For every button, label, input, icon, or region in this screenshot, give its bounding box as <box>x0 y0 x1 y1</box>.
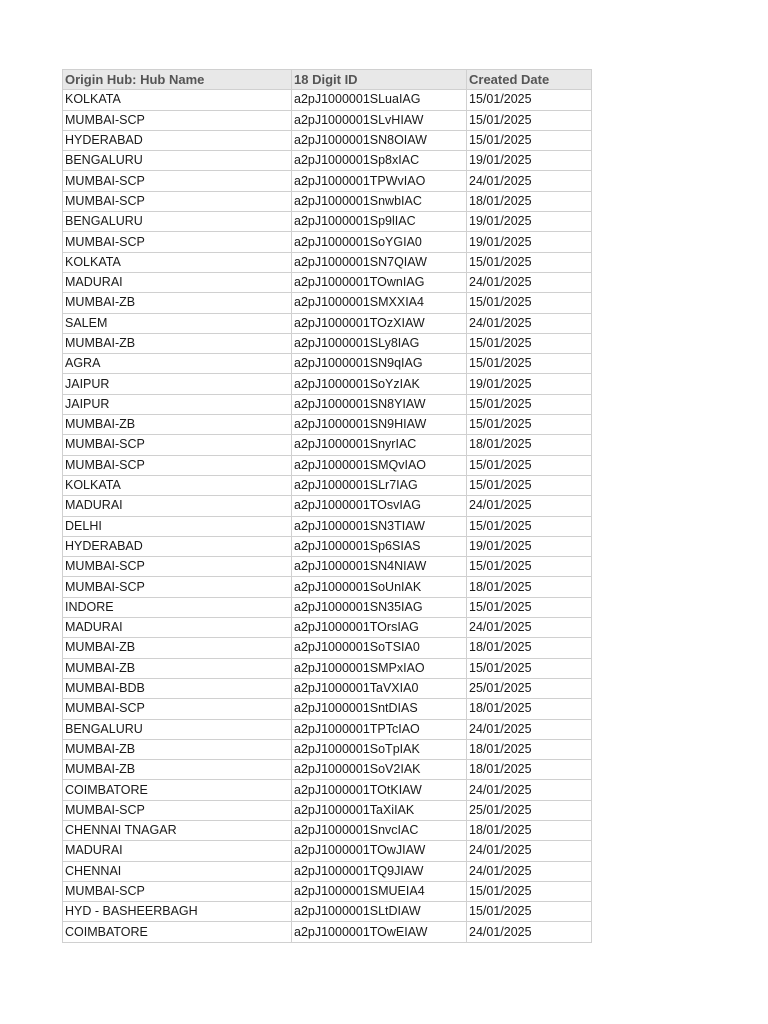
cell-hub-name[interactable]: MUMBAI-ZB <box>63 739 292 759</box>
cell-hub-name[interactable]: HYDERABAD <box>63 536 292 556</box>
cell-hub-name[interactable]: JAIPUR <box>63 374 292 394</box>
table-row <box>63 516 592 536</box>
table-row <box>63 272 592 292</box>
cell-created-date[interactable]: 19/01/2025 <box>467 536 592 556</box>
cell-hub-name[interactable]: MUMBAI-SCP <box>63 191 292 211</box>
cell-hub-name[interactable]: MUMBAI-ZB <box>63 293 292 313</box>
cell-hub-name[interactable]: HYD - BASHEERBAGH <box>63 902 292 922</box>
cell-hub-name[interactable]: BENGALURU <box>63 719 292 739</box>
column-header-hub-name[interactable]: Origin Hub: Hub Name <box>63 70 292 90</box>
table-row <box>63 902 592 922</box>
cell-18-digit-id[interactable]: a2pJ1000001SN3TIAW <box>292 516 467 536</box>
cell-created-date[interactable]: 15/01/2025 <box>467 415 592 435</box>
table-row <box>63 313 592 333</box>
table-row <box>63 212 592 232</box>
table-row <box>63 171 592 191</box>
cell-hub-name[interactable]: HYDERABAD <box>63 130 292 150</box>
cell-hub-name[interactable]: MUMBAI-ZB <box>63 415 292 435</box>
cell-created-date[interactable]: 24/01/2025 <box>467 272 592 292</box>
cell-created-date[interactable]: 15/01/2025 <box>467 252 592 272</box>
cell-created-date[interactable]: 24/01/2025 <box>467 719 592 739</box>
cell-hub-name[interactable]: MUMBAI-ZB <box>63 333 292 353</box>
cell-18-digit-id[interactable]: a2pJ1000001TOrsIAG <box>292 618 467 638</box>
table-row <box>63 232 592 252</box>
cell-hub-name[interactable]: CHENNAI TNAGAR <box>63 820 292 840</box>
cell-created-date[interactable]: 15/01/2025 <box>467 597 592 617</box>
cell-18-digit-id[interactable]: a2pJ1000001SntDIAS <box>292 699 467 719</box>
cell-created-date[interactable]: 15/01/2025 <box>467 110 592 130</box>
cell-18-digit-id[interactable]: a2pJ1000001SoTSIA0 <box>292 638 467 658</box>
cell-created-date[interactable]: 15/01/2025 <box>467 881 592 901</box>
cell-hub-name[interactable]: MUMBAI-ZB <box>63 658 292 678</box>
table-row <box>63 820 592 840</box>
cell-18-digit-id[interactable]: a2pJ1000001SLvHIAW <box>292 110 467 130</box>
table-row <box>63 110 592 130</box>
table-row <box>63 374 592 394</box>
cell-18-digit-id[interactable]: a2pJ1000001TPWvIAO <box>292 171 467 191</box>
cell-created-date[interactable]: 18/01/2025 <box>467 577 592 597</box>
cell-18-digit-id[interactable]: a2pJ1000001TOwEIAW <box>292 922 467 942</box>
cell-18-digit-id[interactable]: a2pJ1000001SN8YIAW <box>292 394 467 414</box>
table-row <box>63 496 592 516</box>
cell-hub-name[interactable]: JAIPUR <box>63 394 292 414</box>
cell-created-date[interactable]: 24/01/2025 <box>467 496 592 516</box>
cell-18-digit-id[interactable]: a2pJ1000001SoUnIAK <box>292 577 467 597</box>
cell-18-digit-id[interactable]: a2pJ1000001TOtKIAW <box>292 780 467 800</box>
cell-18-digit-id[interactable]: a2pJ1000001TOsvIAG <box>292 496 467 516</box>
cell-created-date[interactable]: 24/01/2025 <box>467 841 592 861</box>
cell-hub-name[interactable]: BENGALURU <box>63 212 292 232</box>
cell-hub-name[interactable]: MUMBAI-ZB <box>63 760 292 780</box>
table-row <box>63 638 592 658</box>
table-row <box>63 293 592 313</box>
cell-18-digit-id[interactable]: a2pJ1000001Sp6SIAS <box>292 536 467 556</box>
cell-created-date[interactable]: 15/01/2025 <box>467 557 592 577</box>
cell-18-digit-id[interactable]: a2pJ1000001SMPxIAO <box>292 658 467 678</box>
cell-created-date[interactable]: 18/01/2025 <box>467 739 592 759</box>
cell-18-digit-id[interactable]: a2pJ1000001SoYGIA0 <box>292 232 467 252</box>
table-row <box>63 719 592 739</box>
cell-created-date[interactable]: 24/01/2025 <box>467 922 592 942</box>
cell-hub-name[interactable]: MUMBAI-SCP <box>63 577 292 597</box>
cell-created-date[interactable]: 25/01/2025 <box>467 678 592 698</box>
cell-18-digit-id[interactable]: a2pJ1000001SoV2IAK <box>292 760 467 780</box>
table-row <box>63 435 592 455</box>
table-row <box>63 841 592 861</box>
cell-created-date[interactable]: 15/01/2025 <box>467 90 592 110</box>
cell-created-date[interactable]: 15/01/2025 <box>467 130 592 150</box>
cell-hub-name[interactable]: MADURAI <box>63 272 292 292</box>
cell-18-digit-id[interactable]: a2pJ1000001SLuaIAG <box>292 90 467 110</box>
table-row <box>63 699 592 719</box>
table-row <box>63 475 592 495</box>
cell-18-digit-id[interactable]: a2pJ1000001TQ9JIAW <box>292 861 467 881</box>
cell-hub-name[interactable]: BENGALURU <box>63 151 292 171</box>
cell-created-date[interactable]: 18/01/2025 <box>467 699 592 719</box>
table-row <box>63 557 592 577</box>
cell-hub-name[interactable]: MADURAI <box>63 618 292 638</box>
cell-created-date[interactable]: 24/01/2025 <box>467 618 592 638</box>
cell-18-digit-id[interactable]: a2pJ1000001SN7QIAW <box>292 252 467 272</box>
cell-created-date[interactable]: 18/01/2025 <box>467 435 592 455</box>
cell-hub-name[interactable]: MUMBAI-SCP <box>63 699 292 719</box>
cell-hub-name[interactable]: MUMBAI-SCP <box>63 232 292 252</box>
cell-created-date[interactable]: 15/01/2025 <box>467 475 592 495</box>
cell-hub-name[interactable]: SALEM <box>63 313 292 333</box>
cell-created-date[interactable]: 15/01/2025 <box>467 293 592 313</box>
cell-created-date[interactable]: 19/01/2025 <box>467 374 592 394</box>
cell-18-digit-id[interactable]: a2pJ1000001TaXiIAK <box>292 800 467 820</box>
cell-hub-name[interactable]: MUMBAI-ZB <box>63 638 292 658</box>
table-row <box>63 881 592 901</box>
cell-18-digit-id[interactable]: a2pJ1000001SN9HIAW <box>292 415 467 435</box>
cell-created-date[interactable]: 18/01/2025 <box>467 760 592 780</box>
cell-created-date[interactable]: 18/01/2025 <box>467 638 592 658</box>
cell-18-digit-id[interactable]: a2pJ1000001SMUEIA4 <box>292 881 467 901</box>
cell-created-date[interactable]: 19/01/2025 <box>467 151 592 171</box>
cell-18-digit-id[interactable]: a2pJ1000001SnyrIAC <box>292 435 467 455</box>
cell-hub-name[interactable]: MUMBAI-SCP <box>63 110 292 130</box>
cell-18-digit-id[interactable]: a2pJ1000001Sp9lIAC <box>292 212 467 232</box>
table-row <box>63 536 592 556</box>
cell-created-date[interactable]: 24/01/2025 <box>467 780 592 800</box>
cell-18-digit-id[interactable]: a2pJ1000001Sp8xIAC <box>292 151 467 171</box>
table-row <box>63 455 592 475</box>
cell-created-date[interactable]: 24/01/2025 <box>467 171 592 191</box>
cell-hub-name[interactable]: COIMBATORE <box>63 922 292 942</box>
cell-hub-name[interactable]: MUMBAI-SCP <box>63 881 292 901</box>
cell-18-digit-id[interactable]: a2pJ1000001SMQvIAO <box>292 455 467 475</box>
table-row <box>63 354 592 374</box>
table-row <box>63 394 592 414</box>
cell-hub-name[interactable]: CHENNAI <box>63 861 292 881</box>
cell-18-digit-id[interactable]: a2pJ1000001SMXXIA4 <box>292 293 467 313</box>
cell-18-digit-id[interactable]: a2pJ1000001SN4NIAW <box>292 557 467 577</box>
cell-hub-name[interactable]: AGRA <box>63 354 292 374</box>
cell-created-date[interactable]: 18/01/2025 <box>467 820 592 840</box>
cell-hub-name[interactable]: DELHI <box>63 516 292 536</box>
cell-created-date[interactable]: 15/01/2025 <box>467 354 592 374</box>
cell-hub-name[interactable]: MUMBAI-SCP <box>63 435 292 455</box>
table-row <box>63 130 592 150</box>
cell-18-digit-id[interactable]: a2pJ1000001SnvcIAC <box>292 820 467 840</box>
cell-hub-name[interactable]: MUMBAI-SCP <box>63 800 292 820</box>
cell-18-digit-id[interactable]: a2pJ1000001SLr7IAG <box>292 475 467 495</box>
cell-hub-name[interactable]: MUMBAI-BDB <box>63 678 292 698</box>
table-row <box>63 760 592 780</box>
cell-18-digit-id[interactable]: a2pJ1000001SoTpIAK <box>292 739 467 759</box>
table-row <box>63 252 592 272</box>
table-row <box>63 739 592 759</box>
cell-hub-name[interactable]: MADURAI <box>63 496 292 516</box>
cell-hub-name[interactable]: MUMBAI-SCP <box>63 455 292 475</box>
cell-18-digit-id[interactable]: a2pJ1000001SnwbIAC <box>292 191 467 211</box>
cell-hub-name[interactable]: KOLKATA <box>63 252 292 272</box>
table-row <box>63 678 592 698</box>
cell-hub-name[interactable]: KOLKATA <box>63 475 292 495</box>
cell-18-digit-id[interactable]: a2pJ1000001SLtDIAW <box>292 902 467 922</box>
table-row <box>63 800 592 820</box>
column-header-created-date[interactable]: Created Date <box>467 70 592 90</box>
cell-created-date[interactable]: 15/01/2025 <box>467 516 592 536</box>
table-row <box>63 597 592 617</box>
cell-created-date[interactable]: 19/01/2025 <box>467 212 592 232</box>
cell-18-digit-id[interactable]: a2pJ1000001SoYzIAK <box>292 374 467 394</box>
cell-created-date[interactable]: 24/01/2025 <box>467 861 592 881</box>
header-row <box>63 70 592 90</box>
hub-records-table <box>62 69 592 943</box>
cell-hub-name[interactable]: INDORE <box>63 597 292 617</box>
table-row <box>63 618 592 638</box>
cell-created-date[interactable]: 15/01/2025 <box>467 333 592 353</box>
cell-18-digit-id[interactable]: a2pJ1000001SLy8IAG <box>292 333 467 353</box>
cell-created-date[interactable]: 15/01/2025 <box>467 658 592 678</box>
cell-18-digit-id[interactable]: a2pJ1000001TaVXIA0 <box>292 678 467 698</box>
cell-created-date[interactable]: 18/01/2025 <box>467 191 592 211</box>
cell-created-date[interactable]: 15/01/2025 <box>467 455 592 475</box>
cell-hub-name[interactable]: MADURAI <box>63 841 292 861</box>
table-row <box>63 151 592 171</box>
table-row <box>63 658 592 678</box>
table-row <box>63 780 592 800</box>
table-row <box>63 922 592 942</box>
table-row <box>63 861 592 881</box>
cell-created-date[interactable]: 24/01/2025 <box>467 313 592 333</box>
table-row <box>63 415 592 435</box>
table-row <box>63 90 592 110</box>
cell-18-digit-id[interactable]: a2pJ1000001SN8OIAW <box>292 130 467 150</box>
cell-created-date[interactable]: 25/01/2025 <box>467 800 592 820</box>
table-row <box>63 333 592 353</box>
cell-18-digit-id[interactable]: a2pJ1000001TOwnIAG <box>292 272 467 292</box>
cell-hub-name[interactable]: MUMBAI-SCP <box>63 557 292 577</box>
table-row <box>63 577 592 597</box>
cell-created-date[interactable]: 15/01/2025 <box>467 902 592 922</box>
cell-18-digit-id[interactable]: a2pJ1000001TOwJIAW <box>292 841 467 861</box>
table-row <box>63 191 592 211</box>
cell-created-date[interactable]: 19/01/2025 <box>467 232 592 252</box>
cell-created-date[interactable]: 15/01/2025 <box>467 394 592 414</box>
column-header-18-digit-id[interactable]: 18 Digit ID <box>292 70 467 90</box>
cell-18-digit-id[interactable]: a2pJ1000001TOzXIAW <box>292 313 467 333</box>
cell-hub-name[interactable]: MUMBAI-SCP <box>63 171 292 191</box>
cell-hub-name[interactable]: COIMBATORE <box>63 780 292 800</box>
cell-hub-name[interactable]: KOLKATA <box>63 90 292 110</box>
cell-18-digit-id[interactable]: a2pJ1000001TPTcIAO <box>292 719 467 739</box>
cell-18-digit-id[interactable]: a2pJ1000001SN9qIAG <box>292 354 467 374</box>
cell-18-digit-id[interactable]: a2pJ1000001SN35IAG <box>292 597 467 617</box>
